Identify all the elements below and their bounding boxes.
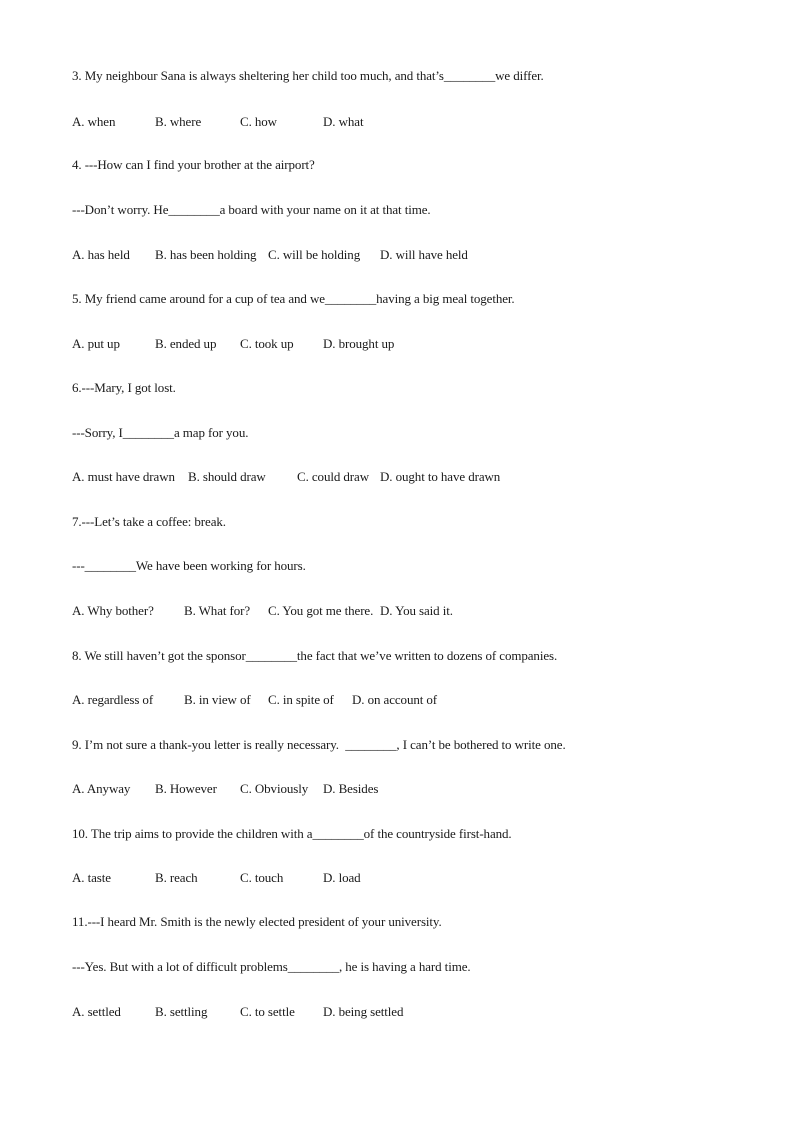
question-3-option-c: C. how [240, 114, 277, 129]
question-8-option-b: B. in view of [184, 692, 251, 707]
question-4-reply: ---Don’t worry. He________a board with your name on it at that time. [72, 202, 431, 217]
question-6-option-b: B. should draw [188, 469, 266, 484]
question-6-option-c: C. could draw [297, 469, 369, 484]
question-10-option-b: B. reach [155, 870, 198, 885]
question-4-stem: 4. ---How can I find your brother at the airport? [72, 157, 315, 172]
question-5-option-c: C. took up [240, 336, 294, 351]
question-11-option-a: A. settled [72, 1004, 121, 1019]
question-10-stem: 10. The trip aims to provide the children with a________of the countryside first-hand. [72, 826, 512, 841]
question-5-option-a: A. put up [72, 336, 120, 351]
question-8-stem: 8. We still haven’t got the sponsor________the fact that we’ve written to dozens of companies. [72, 648, 558, 663]
question-3-option-d: D. what [323, 114, 364, 129]
question-9-option-a: A. Anyway [72, 781, 131, 796]
question-7-stem: 7.---Let’s take a coffee: break. [72, 514, 226, 529]
question-7-reply: ---________We have been working for hours. [72, 558, 306, 573]
question-7-option-b: B. What for? [184, 603, 251, 618]
question-9-stem: 9. I’m not sure a thank-you letter is really necessary. ________, I can’t be bothered to write one. [72, 737, 566, 752]
question-4-option-b: B. has been holding [155, 247, 257, 262]
question-7-option-d: D. You said it. [380, 603, 453, 618]
question-4-option-c: C. will be holding [268, 247, 361, 262]
question-10-option-a: A. taste [72, 870, 111, 885]
question-8-option-a: A. regardless of [72, 692, 154, 707]
question-9-option-d: D. Besides [323, 781, 379, 796]
question-4-option-d: D. will have held [380, 247, 468, 262]
question-5-option-b: B. ended up [155, 336, 217, 351]
question-5-option-d: D. brought up [323, 336, 395, 351]
question-6-option-a: A. must have drawn [72, 469, 175, 484]
question-7-option-c: C. You got me there. [268, 603, 374, 618]
question-3-stem: 3. My neighbour Sana is always sheltering her child too much, and that’s________we differ. [72, 68, 544, 83]
question-3-option-a: A. when [72, 114, 116, 129]
question-11-option-d: D. being settled [323, 1004, 404, 1019]
question-6-reply: ---Sorry, I________a map for you. [72, 425, 249, 440]
question-4-option-a: A. has held [72, 247, 130, 262]
question-7-option-a: A. Why bother? [72, 603, 154, 618]
question-11-reply: ---Yes. But with a lot of difficult problems________, he is having a hard time. [72, 959, 471, 974]
question-6-option-d: D. ought to have drawn [380, 469, 501, 484]
question-11-option-c: C. to settle [240, 1004, 295, 1019]
question-8-option-d: D. on account of [352, 692, 438, 707]
question-6-stem: 6.---Mary, I got lost. [72, 380, 176, 395]
question-3-option-b: B. where [155, 114, 202, 129]
question-5-stem: 5. My friend came around for a cup of tea and we________having a big meal together. [72, 291, 515, 306]
question-8-option-c: C. in spite of [268, 692, 334, 707]
question-9-option-b: B. However [155, 781, 217, 796]
question-10-option-d: D. load [323, 870, 361, 885]
question-9-option-c: C. Obviously [240, 781, 309, 796]
question-10-option-c: C. touch [240, 870, 284, 885]
question-11-stem: 11.---I heard Mr. Smith is the newly elected president of your university. [72, 914, 442, 929]
question-11-option-b: B. settling [155, 1004, 208, 1019]
